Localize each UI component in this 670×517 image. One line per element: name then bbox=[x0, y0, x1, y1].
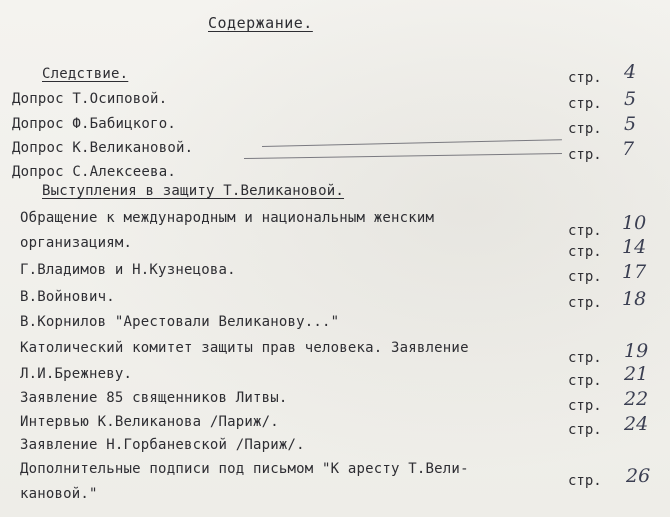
page-ref-label: стр. bbox=[568, 295, 602, 311]
page-ref-number: 4 bbox=[624, 61, 637, 83]
page-ref-label: стр. bbox=[568, 398, 602, 414]
toc-entry: Допрос С.Алексеева. bbox=[12, 164, 176, 180]
toc-entry: Л.И.Брежневу. bbox=[20, 366, 133, 382]
page-ref-label: стр. bbox=[568, 223, 602, 239]
toc-entry: Допрос Ф.Бабицкого. bbox=[12, 116, 176, 132]
page-ref-label: стр. bbox=[568, 473, 602, 489]
toc-entry: Католический комитет защиты прав человека. Заявление bbox=[20, 340, 469, 356]
toc-entry: В.Корнилов "Арестовали Великанову..." bbox=[20, 314, 340, 330]
toc-section-heading: Следствие. bbox=[42, 66, 129, 82]
page-ref-number: 24 bbox=[624, 413, 649, 435]
page-ref-label: стр. bbox=[568, 350, 602, 366]
toc-entry: В.Войнович. bbox=[20, 289, 115, 305]
page-ref-number: 22 bbox=[624, 388, 649, 410]
toc-entry: Обращение к международным и национальным женским bbox=[20, 210, 435, 226]
toc-entry: Допрос Т.Осиповой. bbox=[12, 91, 168, 107]
toc-entry: организациям. bbox=[20, 235, 133, 251]
toc-entry: Г.Владимов и Н.Кузнецова. bbox=[20, 262, 236, 278]
page-ref-label: стр. bbox=[568, 269, 602, 285]
toc-entry: Интервью К.Великанова /Париж/. bbox=[20, 414, 279, 430]
page-ref-number: 21 bbox=[624, 363, 649, 385]
page-ref-label: стр. bbox=[568, 422, 602, 438]
toc-entry: Дополнительные подписи под письмом "К аресту Т.Вели- bbox=[20, 461, 469, 477]
page-ref-number: 17 bbox=[622, 261, 647, 283]
page-ref-number: 26 bbox=[626, 465, 651, 487]
toc-entry: кановой." bbox=[20, 486, 98, 502]
page-ref-number: 10 bbox=[622, 212, 647, 234]
page-ref-number: 5 bbox=[624, 113, 637, 135]
page-ref-label: стр. bbox=[568, 244, 602, 260]
page-ref-number: 5 bbox=[624, 88, 637, 110]
toc-entry: Заявление Н.Горбаневской /Париж/. bbox=[20, 437, 305, 453]
page-ref-label: стр. bbox=[568, 70, 602, 86]
page-ref-number: 19 bbox=[624, 340, 649, 362]
page-ref-label: стр. bbox=[568, 121, 602, 137]
page-ref-label: стр. bbox=[568, 147, 602, 163]
page-ref-number: 14 bbox=[622, 236, 647, 258]
toc-entry: Допрос К.Великановой. bbox=[12, 140, 194, 156]
toc-section-heading: Выступления в защиту Т.Великановой. bbox=[42, 183, 345, 199]
page-ref-label: стр. bbox=[568, 373, 602, 389]
page-ref-number: 7 bbox=[622, 138, 635, 160]
page-ref-number: 18 bbox=[622, 288, 647, 310]
page-ref-label: стр. bbox=[568, 96, 602, 112]
page-title: Содержание. bbox=[208, 14, 313, 32]
toc-entry: Заявление 85 священников Литвы. bbox=[20, 390, 288, 406]
